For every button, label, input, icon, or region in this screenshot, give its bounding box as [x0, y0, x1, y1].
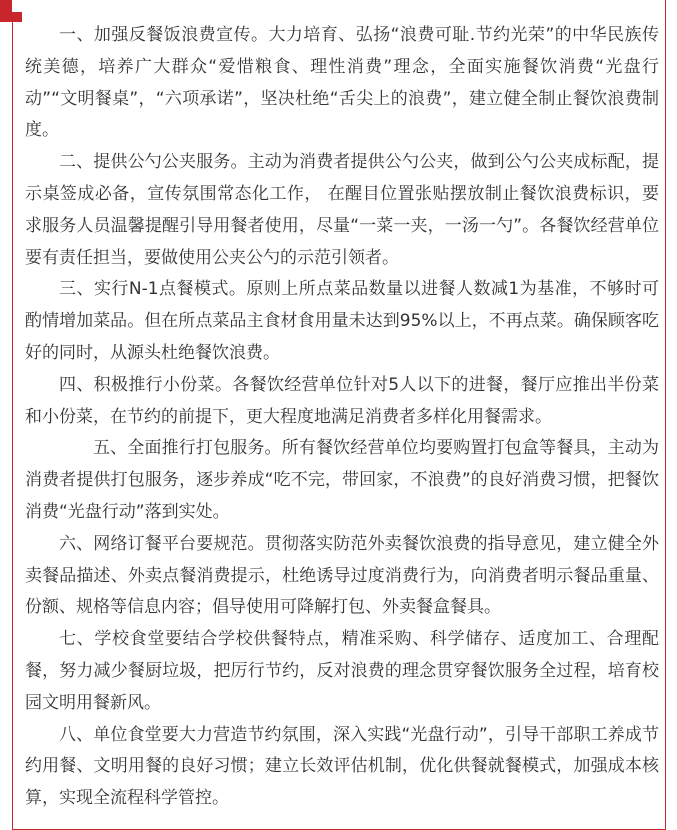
- paragraph-4: 四、积极推行小份菜。各餐饮经营单位针对5人以下的进餐，餐厅应推出半份菜和小份菜，在节约的前提下，更大程度地满足消费者多样化用餐需求。: [25, 374, 659, 427]
- paragraph-7: 七、学校食堂要结合学校供餐特点，精准采购、科学储存、适度加工、合理配餐，努力减少餐厨垃圾，把厉行节约，反对浪费的理念贯穿餐饮服务全过程，培育校园文明用餐新风。: [25, 629, 659, 713]
- paragraph-6: 六、网络订餐平台要规范。贯彻落实防范外卖餐饮浪费的指导意见，建立健全外卖餐品描述、外卖点餐消费提示，杜绝诱导过度消费行为，向消费者明示餐品重量、份额、规格等信息内容；倡导使用可降解打包、外卖餐盒餐具。: [25, 533, 659, 618]
- paragraph-5: 五、全面推行打包服务。所有餐饮经营单位均要购置打包盒等餐具，主动为消费者提供打包服务，逐步养成“吃不完，带回家，不浪费”的良好消费习惯，把餐饮消费“光盘行动”落到实处。: [25, 438, 659, 522]
- paragraph-1: 一、加强反餐饭浪费宣传。大力培育、弘扬“浪费可耻.节约光荣”的中华民族传统美德，培养广大群众“爱惜粮食、理性消费”理念，全面实施餐饮消费“光盘行动”“文明餐桌”，“六项承诺”，坚决杜绝“舌尖上的浪费”，建立健全制止餐饮浪费制度。: [25, 25, 659, 141]
- article-body: [25, 20, 659, 815]
- corner-decoration-notch: [12, 0, 22, 12]
- paragraph-8: 八、单位食堂要大力营造节约氛围，深入实践“光盘行动”，引导干部职工养成节约用餐、文明用餐的良好习惯；建立长效评估机制，优化供餐就餐模式，加强成本核算，实现全流程科学管控。: [25, 724, 659, 809]
- paragraph-2: 二、提供公勺公夹服务。主动为消费者提供公勺公夹，做到公勺公夹成标配，提示桌签成必备，宣传氛围常态化工作， 在醒目位置张贴摆放制止餐饮浪费标识，要求服务人员温馨提醒引导用餐者使用，尽量“一菜一夹，一汤一勺”。各餐饮经营单位要有责任担当，要做使用公夹公勺的示范引领者。: [25, 152, 659, 268]
- paragraph-3: 三、实行N-1点餐模式。原则上所点菜品数量以进餐人数减1为基准，不够时可酌情增加菜品。但在所点菜品主食材食用量未达到95%以上，不再点菜。确保顾客吃好的同时，从源头杜绝餐饮浪费。: [25, 279, 659, 363]
